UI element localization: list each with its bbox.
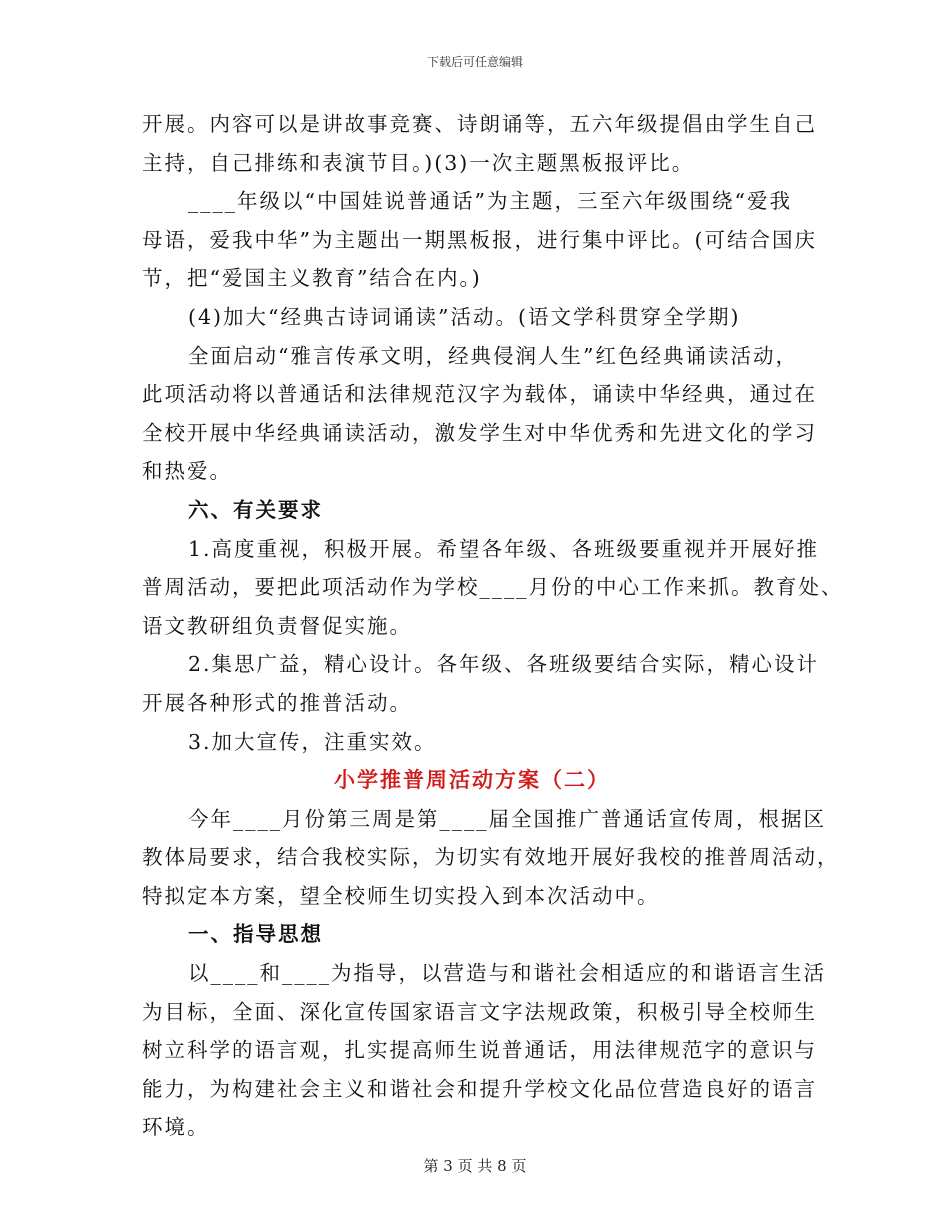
body-line: 树立科学的语言观，扎实提高师生说普通话，用法律规范字的意识与 — [142, 1038, 817, 1063]
body-line: 开展各种形式的推普活动。 — [142, 690, 412, 715]
body-line: 语文教研组负责督促实施。 — [142, 613, 412, 638]
body-line: 特拟定本方案，望全校师生切实投入到本次活动中。 — [142, 883, 660, 908]
body-line: 此项活动将以普通话和法律规范汉字为载体，诵读中华经典，通过在 — [142, 382, 817, 407]
body-line: 以____和____为指导，以营造与和谐社会相适应的和谐语言生活 — [188, 961, 826, 986]
body-line: 全校开展中华经典诵读活动，激发学生对中华优秀和先进文化的学习 — [142, 420, 817, 445]
page-header: 下载后可任意编辑 — [426, 55, 523, 69]
body-line: 母语，爱我中华”为主题出一期黑板报，进行集中评比。(可结合国庆 — [142, 227, 817, 252]
body-line: 主持，自己排练和表演节目。)(3)一次主题黑板报评比。 — [142, 150, 695, 175]
body-line: 今年____月份第三周是第____届全国推广普通话宣传周，根据区 — [188, 806, 826, 831]
body-line: 能力，为构建社会主义和谐社会和提升学校文化品位营造良好的语言 — [142, 1076, 817, 1101]
body-line: 1.高度重视，积极开展。希望各年级、各班级要重视并开展好推 — [188, 536, 820, 561]
body-line: 环境。 — [142, 1115, 210, 1140]
document-body — [142, 105, 844, 1147]
section-heading: 六、有关要求 — [188, 497, 323, 522]
body-line: 为目标，全面、深化宣传国家语言文字法规政策，积极引导全校师生 — [142, 999, 817, 1024]
body-line: 和热爱。 — [142, 459, 232, 484]
body-line: (4)加大“经典古诗词诵读”活动。(语文学科贯穿全学期) — [188, 304, 741, 329]
body-line: 2.集思广益，精心设计。各年级、各班级要结合实际，精心设计 — [188, 652, 820, 677]
body-line: 节，把“爱国主义教育”结合在内。) — [142, 266, 482, 291]
body-line: 普周活动，要把此项活动作为学校____月份的中心工作来抓。教育处、 — [142, 575, 844, 600]
body-line: 开展。内容可以是讲故事竞赛、诗朗诵等，五六年级提倡由学生自己 — [142, 112, 817, 136]
body-line: 3.加大宣传，注重实效。 — [188, 729, 437, 754]
document-title: 小学推普周活动方案（二） — [334, 767, 610, 793]
body-line: 全面启动“雅言传承文明，经典侵润人生”红色经典诵读活动， — [188, 343, 798, 368]
section-heading: 一、指导思想 — [188, 922, 323, 947]
body-line: 教体局要求，结合我校实际，为切实有效地开展好我校的推普周活动， — [142, 845, 840, 870]
page-footer: 第 3 页 共 8 页 — [423, 1157, 527, 1175]
body-line: ____年级以“中国娃说普通话”为主题，三至六年级围绕“爱我 — [188, 189, 792, 214]
